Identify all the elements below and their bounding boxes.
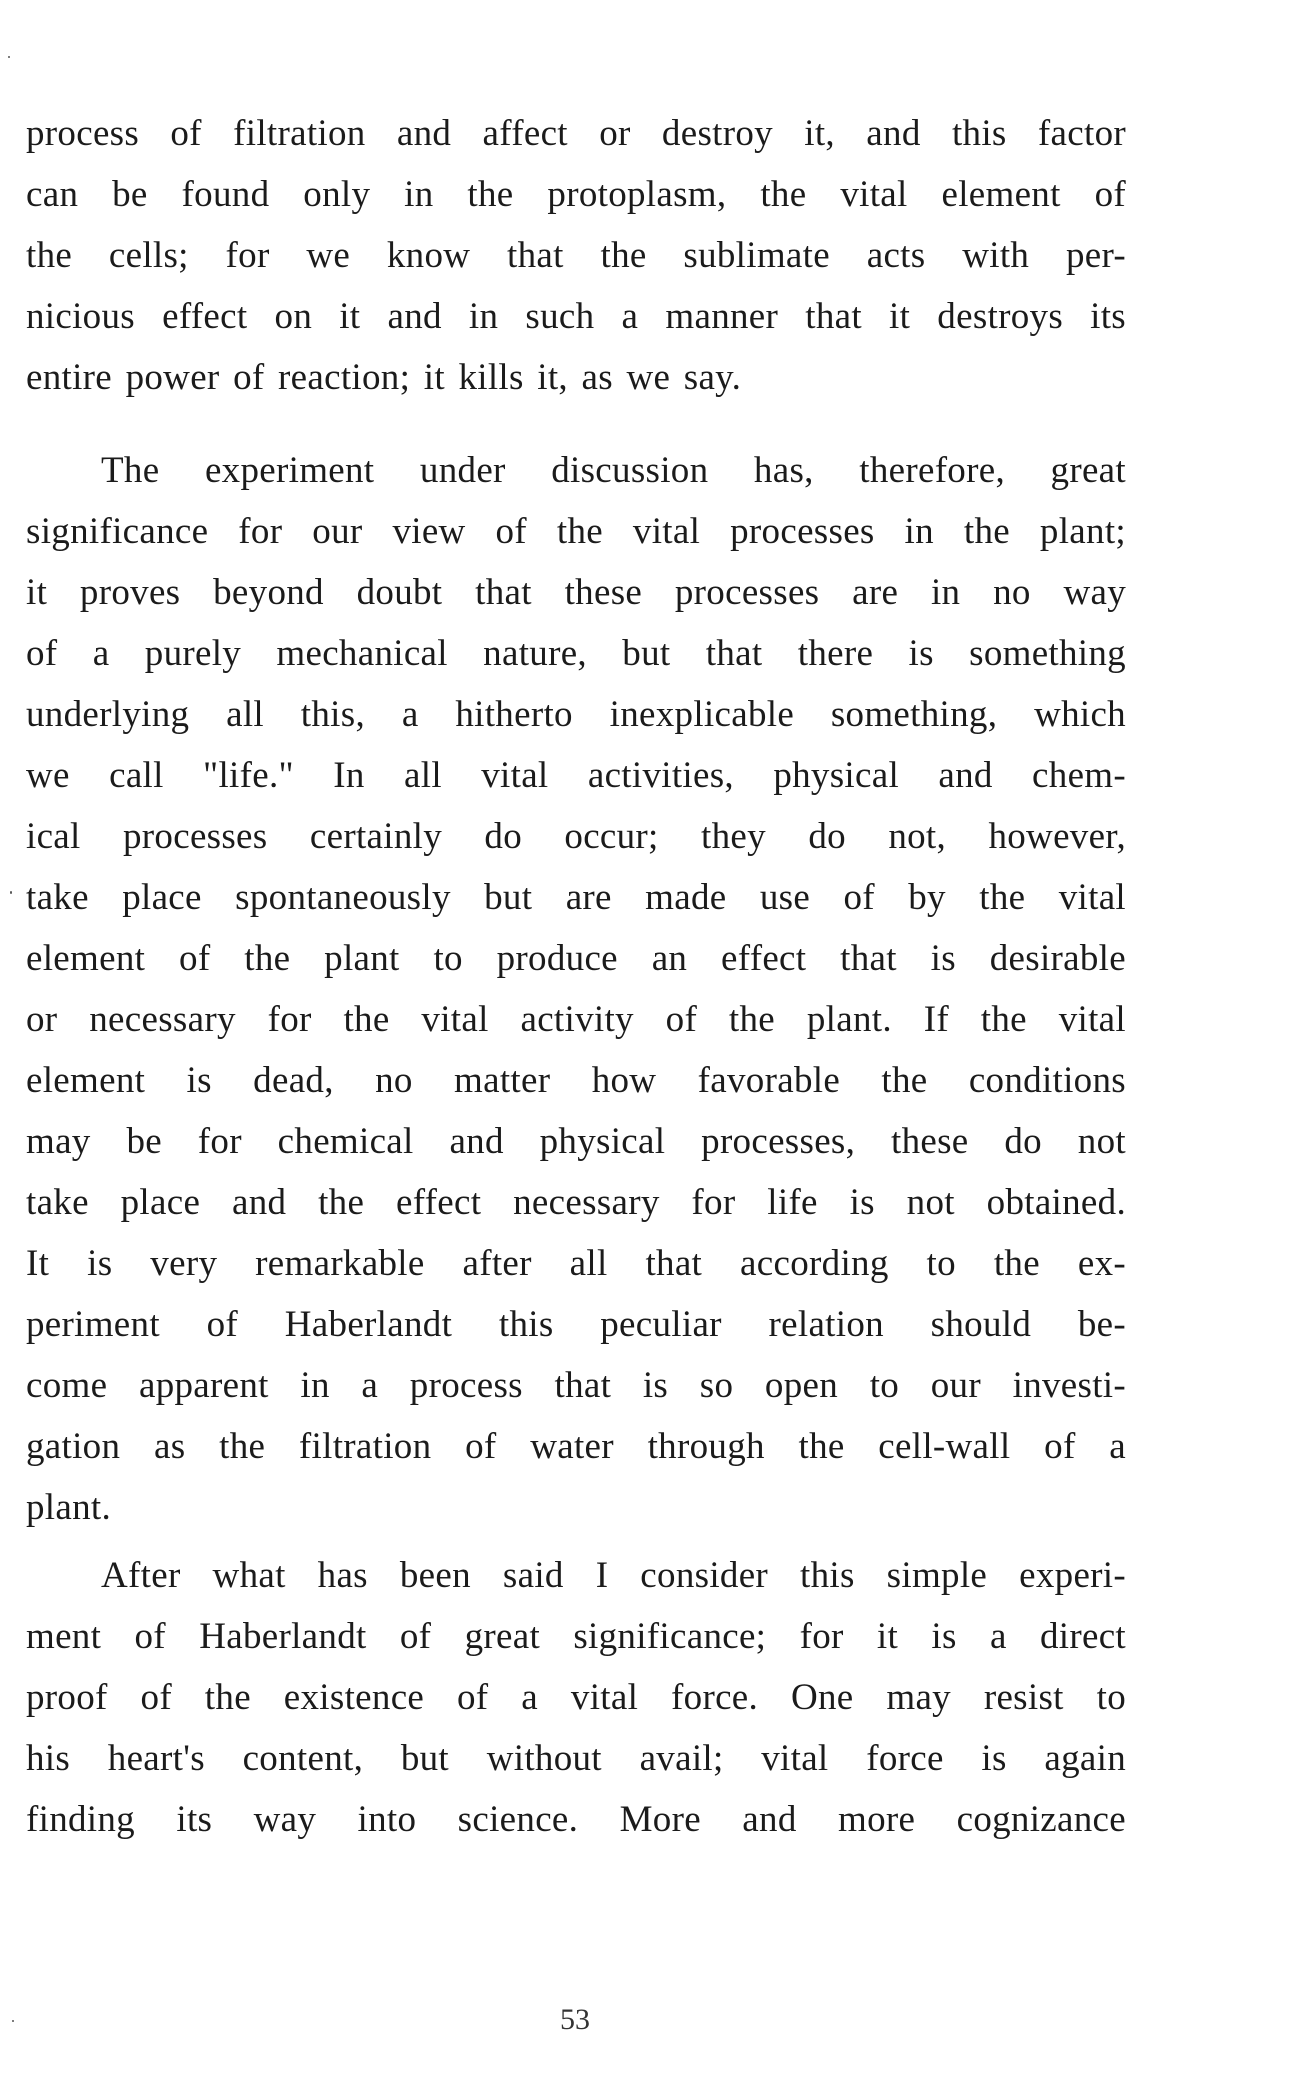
text-line: take place and the effect necessary for life is not obtained.	[26, 1182, 1126, 1223]
text-line: proof of the existence of a vital force. One may resist to	[26, 1677, 1126, 1718]
paragraph-3	[26, 1545, 1126, 1850]
text-line: come apparent in a process that is so open to our investi-	[26, 1365, 1126, 1406]
text-line: periment of Haberlandt this peculiar relation should be-	[26, 1304, 1126, 1345]
text-line: or necessary for the vital activity of the plant. If the vital	[26, 999, 1126, 1040]
text-line: element is dead, no matter how favorable the conditions	[26, 1060, 1126, 1101]
scan-speck	[8, 56, 10, 58]
text-line: element of the plant to produce an effect that is desirable	[26, 938, 1126, 979]
text-line: It is very remarkable after all that according to the ex-	[26, 1243, 1126, 1284]
page-number: 53	[560, 2003, 590, 2036]
text-line: can be found only in the protoplasm, the vital element of	[26, 174, 1126, 215]
text-line: ical processes certainly do occur; they do not, however,	[26, 816, 1126, 857]
text-line: entire power of reaction; it kills it, as we say.	[26, 357, 742, 398]
text-line: After what has been said I consider this simple experi-	[101, 1555, 1126, 1596]
text-line: gation as the filtration of water through the cell-wall of a	[26, 1426, 1126, 1467]
text-line: plant.	[26, 1487, 112, 1528]
text-line: significance for our view of the vital processes in the plant;	[26, 511, 1126, 552]
text-line: ment of Haberlandt of great significance; for it is a direct	[26, 1616, 1126, 1657]
text-line: may be for chemical and physical processes, these do not	[26, 1121, 1126, 1162]
text-line: it proves beyond doubt that these processes are in no way	[26, 572, 1126, 613]
text-line: the cells; for we know that the sublimate acts with per-	[26, 235, 1126, 276]
paragraph-2	[26, 440, 1126, 1538]
text-line: nicious effect on it and in such a manner that it destroys its	[26, 296, 1126, 337]
text-line: finding its way into science. More and more cognizance	[26, 1799, 1126, 1840]
text-line: The experiment under discussion has, therefore, great	[101, 450, 1126, 491]
text-line: underlying all this, a hitherto inexplicable something, which	[26, 694, 1126, 735]
text-line: of a purely mechanical nature, but that there is something	[26, 633, 1126, 674]
scan-speck	[12, 2020, 14, 2022]
text-line: process of filtration and affect or destroy it, and this factor	[26, 113, 1126, 154]
text-line: his heart's content, but without avail; vital force is again	[26, 1738, 1126, 1779]
text-line: take place spontaneously but are made use of by the vital	[26, 877, 1126, 918]
text-line: we call "life." In all vital activities, physical and chem-	[26, 755, 1126, 796]
scan-speck	[10, 891, 12, 894]
paragraph-1	[26, 103, 1126, 408]
